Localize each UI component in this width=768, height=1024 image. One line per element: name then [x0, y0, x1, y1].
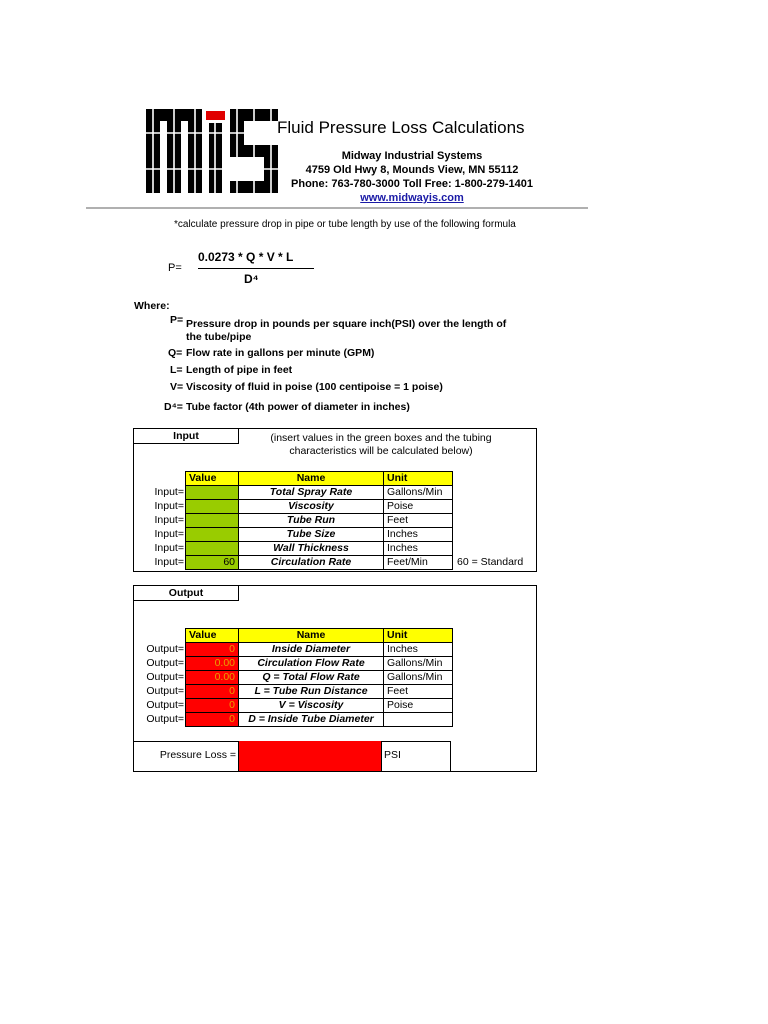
- where-sym-v: V=: [170, 381, 184, 393]
- input-section-header: Input: [133, 428, 239, 444]
- circulation-flow-rate-output: 0.00: [186, 657, 239, 671]
- header-divider: [86, 207, 588, 209]
- total-flow-rate-output: 0.00: [186, 671, 239, 685]
- input-row-name: Wall Thickness: [239, 542, 384, 556]
- output-row: [135, 685, 453, 699]
- input-row-label: Input=: [154, 486, 184, 498]
- where-text-l: Length of pipe in feet: [186, 364, 293, 376]
- wall-thickness-input[interactable]: [186, 542, 239, 556]
- output-table-header-row: [135, 629, 453, 643]
- inside-diameter-output: 0: [186, 643, 239, 657]
- output-row-unit: Gallons/Min: [384, 657, 453, 671]
- input-table-header-row: [135, 472, 526, 486]
- input-row-label: Input=: [154, 514, 184, 526]
- output-row-name: L = Tube Run Distance: [239, 685, 384, 699]
- output-row-label: Output=: [146, 657, 184, 669]
- input-row-unit: Feet/Min: [384, 556, 453, 570]
- where-label: Where:: [134, 300, 170, 312]
- input-row-label: Input=: [154, 500, 184, 512]
- input-row-unit: Gallons/Min: [384, 486, 453, 500]
- output-col-name: Name: [239, 629, 384, 643]
- input-note-line2: characteristics will be calculated below): [289, 445, 473, 457]
- output-row: [135, 657, 453, 671]
- viscosity-input[interactable]: [186, 500, 239, 514]
- formula-numerator: 0.0273 * Q * V * L: [198, 250, 294, 264]
- where-sym-p: P=: [170, 314, 184, 326]
- output-row-name: D = Inside Tube Diameter: [239, 713, 384, 727]
- output-row-unit: Poise: [384, 699, 453, 713]
- input-row-extra: [453, 500, 527, 514]
- page-title: Fluid Pressure Loss Calculations: [277, 118, 525, 137]
- formula-fraction-bar: [198, 268, 314, 269]
- output-table: [135, 628, 453, 727]
- mis-logo: [146, 109, 278, 193]
- input-row: [135, 514, 526, 528]
- pressure-loss-value: [238, 741, 382, 771]
- pressure-loss-label: Pressure Loss =: [159, 749, 236, 761]
- tube-run-input[interactable]: [186, 514, 239, 528]
- where-text-p-2: the tube/pipe: [186, 331, 252, 343]
- formula-p-label: P=: [168, 262, 182, 274]
- input-row-unit: Poise: [384, 500, 453, 514]
- tube-size-input[interactable]: [186, 528, 239, 542]
- where-text-v: Viscosity of fluid in poise (100 centipoise = 1 poise): [186, 381, 443, 393]
- output-row: [135, 643, 453, 657]
- output-row-name: V = Viscosity: [239, 699, 384, 713]
- where-text-d: Tube factor (4th power of diameter in inches): [186, 401, 410, 413]
- output-row-unit: Feet: [384, 685, 453, 699]
- output-row-name: Q = Total Flow Rate: [239, 671, 384, 685]
- input-row-extra: [453, 486, 527, 500]
- intro-note: *calculate pressure drop in pipe or tube length by use of the following formula: [174, 219, 516, 230]
- input-row-name: Tube Run: [239, 514, 384, 528]
- input-table: [135, 471, 526, 570]
- output-row-label: Output=: [146, 699, 184, 711]
- formula-denominator: D⁴: [244, 272, 259, 286]
- output-row: [135, 671, 453, 685]
- company-address: 4759 Old Hwy 8, Mounds View, MN 55112: [305, 164, 519, 176]
- input-col-value: Value: [186, 472, 239, 486]
- output-row-unit: Gallons/Min: [384, 671, 453, 685]
- input-row-name: Viscosity: [239, 500, 384, 514]
- input-row: [135, 542, 526, 556]
- output-row-label: Output=: [146, 671, 184, 683]
- input-row: [135, 486, 526, 500]
- output-row-label: Output=: [146, 685, 184, 697]
- website-link[interactable]: www.midwayis.com: [360, 192, 464, 204]
- output-row-unit: Inches: [384, 643, 453, 657]
- input-row-name: Circulation Rate: [239, 556, 384, 570]
- input-row: [135, 500, 526, 514]
- input-row-name: Total Spray Rate: [239, 486, 384, 500]
- input-col-name: Name: [239, 472, 384, 486]
- output-row-label: Output=: [146, 713, 184, 725]
- circulation-rate-input[interactable]: 60: [186, 556, 239, 570]
- tube-run-distance-output: 0: [186, 685, 239, 699]
- output-row-name: Circulation Flow Rate: [239, 657, 384, 671]
- company-name: Midway Industrial Systems: [341, 150, 483, 162]
- pressure-loss-unit: PSI: [384, 749, 401, 761]
- output-row: [135, 713, 453, 727]
- input-note-line1: (insert values in the green boxes and the tubing: [270, 432, 492, 444]
- output-section-header: Output: [133, 585, 239, 601]
- input-col-unit: Unit: [384, 472, 453, 486]
- where-sym-l: L=: [170, 364, 183, 376]
- where-text-q: Flow rate in gallons per minute (GPM): [186, 347, 375, 359]
- output-col-unit: Unit: [384, 629, 453, 643]
- input-row: [135, 528, 526, 542]
- input-row-extra: [453, 514, 527, 528]
- input-row-extra: [453, 542, 527, 556]
- input-row-unit: Feet: [384, 514, 453, 528]
- inside-tube-diameter-output: 0: [186, 713, 239, 727]
- input-row-label: Input=: [154, 528, 184, 540]
- input-row-extra: [453, 528, 527, 542]
- output-row-name: Inside Diameter: [239, 643, 384, 657]
- output-row-label: Output=: [146, 643, 184, 655]
- company-phone: Phone: 763-780-3000 Toll Free: 1-800-279-1401: [291, 178, 533, 190]
- input-row-name: Tube Size: [239, 528, 384, 542]
- input-row-label: Input=: [154, 542, 184, 554]
- output-row-unit: [384, 713, 453, 727]
- circulation-standard-note: 60 = Standard: [457, 556, 524, 568]
- input-row-unit: Inches: [384, 528, 453, 542]
- output-row: [135, 699, 453, 713]
- where-sym-d: D⁴=: [164, 401, 183, 413]
- input-row-unit: Inches: [384, 542, 453, 556]
- viscosity-output: 0: [186, 699, 239, 713]
- total-spray-rate-input[interactable]: [186, 486, 239, 500]
- input-row: [135, 556, 526, 570]
- where-text-p: Pressure drop in pounds per square inch(PSI) over the length of: [186, 318, 507, 330]
- output-col-value: Value: [186, 629, 239, 643]
- input-row-label: Input=: [154, 556, 184, 568]
- where-sym-q: Q=: [168, 347, 183, 359]
